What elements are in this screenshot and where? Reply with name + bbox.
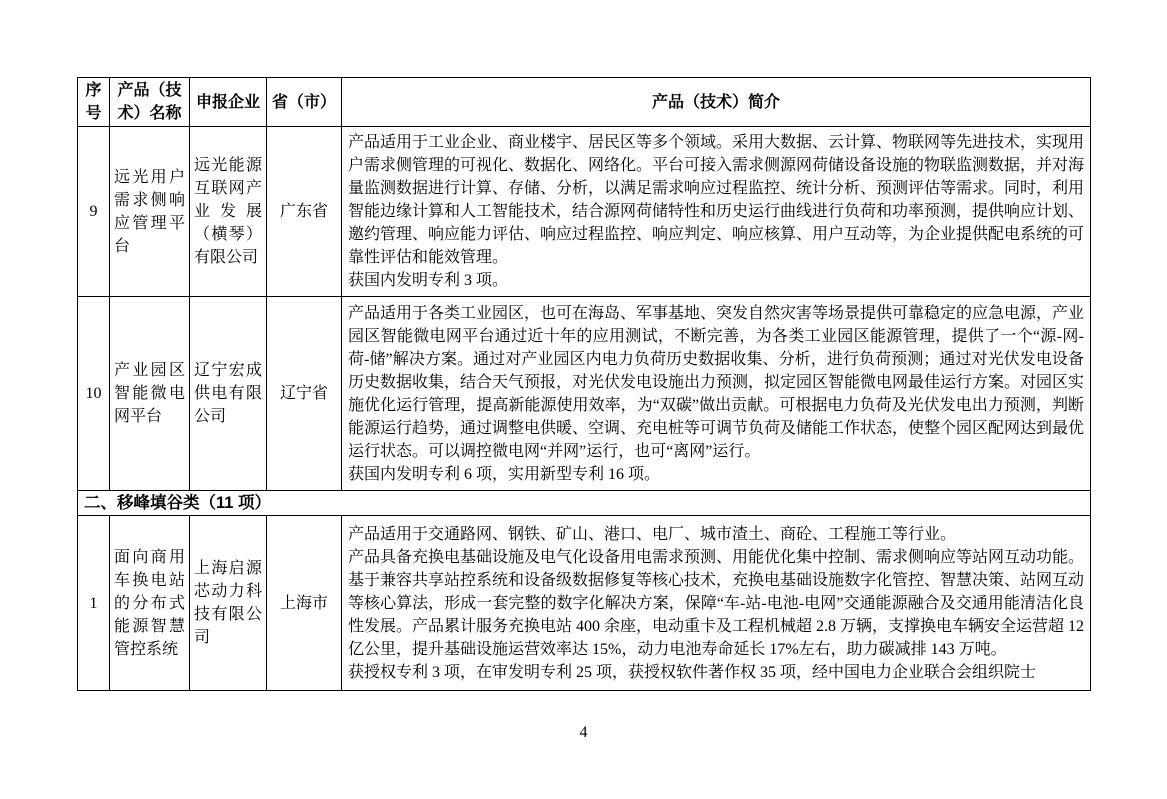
patent-line: 获国内发明专利 3 项。 bbox=[348, 272, 509, 289]
product-name: 远光用户需求侧响应管理平台 bbox=[110, 127, 190, 297]
table-row-9 bbox=[78, 127, 1091, 297]
column-header-name: 产品（技术）名称 bbox=[110, 78, 190, 127]
column-header-company: 申报企业 bbox=[190, 78, 267, 127]
row-number: 9 bbox=[78, 127, 110, 297]
product-name: 面向商用车换电站的分布式能源智慧管控系统 bbox=[110, 516, 190, 691]
column-header-no: 序号 bbox=[78, 78, 110, 127]
patent-line: 获授权专利 3 项，在审发明专利 25 项，获授权软件著作权 35 项，经中国电力企业联合会组织院士 bbox=[348, 663, 1037, 681]
table-row-1 bbox=[78, 516, 1091, 691]
products-table bbox=[77, 77, 1091, 691]
patent-line: 获国内发明专利 6 项，实用新型专利 16 项。 bbox=[348, 465, 661, 483]
intro-paragraph: 产品适用于交通路网、钢铁、矿山、港口、电厂、城市渣土、商砼、工程施工等行业。 bbox=[348, 525, 957, 543]
column-header-intro: 产品（技术）简介 bbox=[342, 78, 1091, 127]
product-intro bbox=[342, 516, 1091, 691]
section-header: 二、移峰填谷类（11 项） bbox=[78, 491, 1091, 516]
province: 辽宁省 bbox=[267, 297, 342, 491]
intro-paragraph: 产品适用于各类工业园区，也可在海岛、军事基地、突发自然灾害等场景提供可靠稳定的应急电源，产业园区智能微电网平台通过近十年的应用测试，不断完善，为各类工业园区能源管理，提供了一个“源-网-荷-储”解决方案。通过对产业园区内电力负荷历史数据收集、分析，进行负荷预测；通过对光伏发电设备历史数据收集，结合天气预报，对光伏发电设施出力预测，拟定园区智能微电网最佳运行方案。对园区实施优化运行管理，提高新能源使用效率，为“双碳”做出贡献。可根据电力负荷及光伏发电出力预测，判断能源运行趋势，通过调整电供暖、空调、充电桩等可调节负荷及储能工作状态，使整个园区配网达到最优运行状态。可以调控微电网“并网”运行，也可“离网”运行。 bbox=[348, 304, 1085, 460]
province: 广东省 bbox=[267, 127, 342, 297]
column-header-province: 省（市） bbox=[267, 78, 342, 127]
intro-paragraph: 产品具备充换电基础设施及电气化设备用电需求预测、用能优化集中控制、需求侧响应等站网互动功能。基于兼容共享站控系统和设备级数据修复等核心技术，充换电基础设施数字化管控、智慧决策、站网互动等核心算法，形成一套完整的数字化解决方案，保障“车-站-电池-电网”交通能源融合及交通用能清洁化良性发展。产品累计服务充换电站 400 余座，电动重卡及工程机械超 2.8 万辆，支撑换电车辆安全运营超 12 亿公里，提升基础设施运营效率达 15%，动力电池寿命延长 17%左右，助力碳减排 143 万吨。 bbox=[348, 548, 1085, 658]
table-row-10 bbox=[78, 297, 1091, 491]
product-name: 产业园区智能微电网平台 bbox=[110, 297, 190, 491]
company-name: 上海启源芯动力科技有限公司 bbox=[190, 516, 267, 691]
intro-paragraph: 产品适用于工业企业、商业楼宇、居民区等多个领域。采用大数据、云计算、物联网等先进技术，实现用户需求侧管理的可视化、数据化、网络化。平台可接入需求侧源网荷储设备设施的物联监测数据，并对海量监测数据进行计算、存储、分析，以满足需求响应过程监控、统计分析、预测评估等需求。同时，利用智能边缘计算和人工智能技术，结合源网荷储特性和历史运行曲线进行负荷和功率预测，提供响应计划、邀约管理、响应能力评估、响应过程监控、响应判定、响应核算、用户互动等，为企业提供配电系统的可靠性评估和能效管理。 bbox=[348, 134, 1085, 266]
province: 上海市 bbox=[267, 516, 342, 691]
section-header-row bbox=[78, 491, 1091, 516]
table-header-row bbox=[78, 78, 1091, 127]
row-number: 1 bbox=[78, 516, 110, 691]
page-number: 4 bbox=[579, 724, 588, 741]
company-name: 远光能源互联网产业发展（横琴）有限公司 bbox=[190, 127, 267, 297]
product-intro bbox=[342, 297, 1091, 491]
product-intro bbox=[342, 127, 1091, 297]
row-number: 10 bbox=[78, 297, 110, 491]
company-name: 辽宁宏成供电有限公司 bbox=[190, 297, 267, 491]
